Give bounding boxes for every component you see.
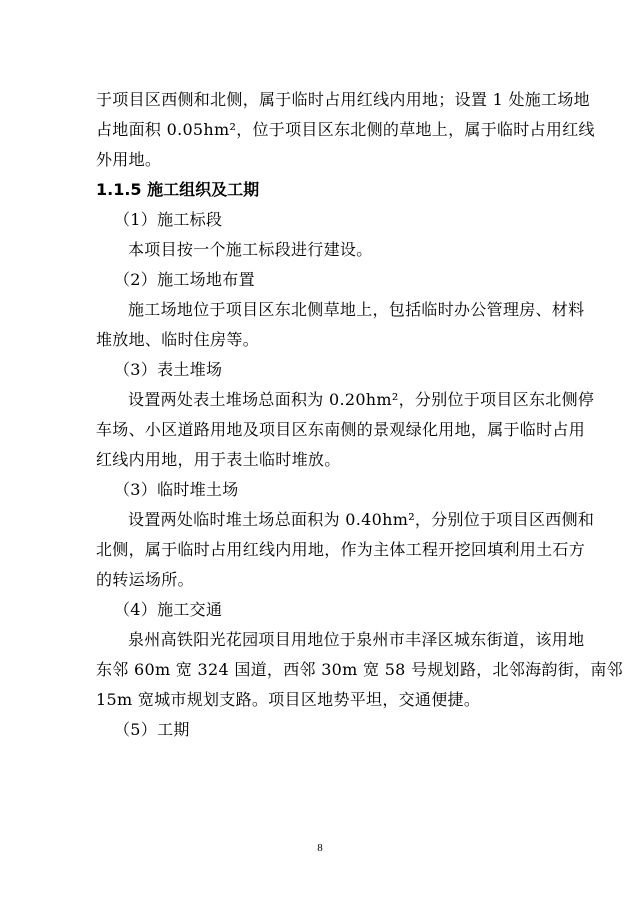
body-line: 于项目区西侧和北侧，属于临时占用红线内用地；设置 1 处施工场地 bbox=[96, 90, 590, 109]
item-heading: （4）施工交通 bbox=[114, 600, 223, 619]
body-line: 北侧，属于临时占用红线内用地，作为主体工程开挖回填利用土石方 bbox=[96, 540, 586, 559]
body-line: 东邻 60m 宽 324 国道，西邻 30m 宽 58 号规划路，北邻海韵街，南邻 bbox=[96, 660, 623, 679]
section-number: 1.1.5 bbox=[96, 180, 142, 199]
item-heading: （2）施工场地布置 bbox=[114, 270, 255, 289]
body-line: 车场、小区道路用地及项目区东南侧的景观绿化用地，属于临时占用 bbox=[96, 420, 586, 439]
body-line: 的转运场所。 bbox=[96, 570, 194, 589]
body-line: 施工场地位于项目区东北侧草地上，包括临时办公管理房、材料 bbox=[128, 300, 585, 319]
body-line: 外用地。 bbox=[96, 150, 162, 169]
page-number: 8 bbox=[317, 842, 323, 854]
body-line: 设置两处表土堆场总面积为 0.20hm²，分别位于项目区东北侧停 bbox=[128, 390, 595, 409]
body-line: 泉州高铁阳光花园项目用地位于泉州市丰泽区城东街道，该用地 bbox=[128, 630, 585, 649]
item-heading: （3）表土堆场 bbox=[114, 360, 223, 379]
section-title: 施工组织及工期 bbox=[147, 180, 260, 199]
page-content bbox=[96, 84, 623, 750]
body-line: 设置两处临时堆土场总面积为 0.40hm²，分别位于项目区西侧和 bbox=[128, 510, 595, 529]
body-line: 15m 宽城市规划支路。项目区地势平坦，交通便捷。 bbox=[96, 690, 481, 709]
section-heading bbox=[96, 180, 546, 200]
body-line: 占地面积 0.05hm²，位于项目区东北侧的草地上，属于临时占用红线 bbox=[96, 120, 595, 139]
item-heading: （5）工期 bbox=[114, 720, 190, 739]
body-line: 红线内用地，用于表土临时堆放。 bbox=[96, 450, 341, 469]
item-heading: （1）施工标段 bbox=[114, 210, 223, 229]
body-line: 堆放地、临时住房等。 bbox=[96, 330, 260, 349]
body-line: 本项目按一个施工标段进行建设。 bbox=[128, 240, 373, 259]
item-heading: （3）临时堆土场 bbox=[114, 480, 239, 499]
